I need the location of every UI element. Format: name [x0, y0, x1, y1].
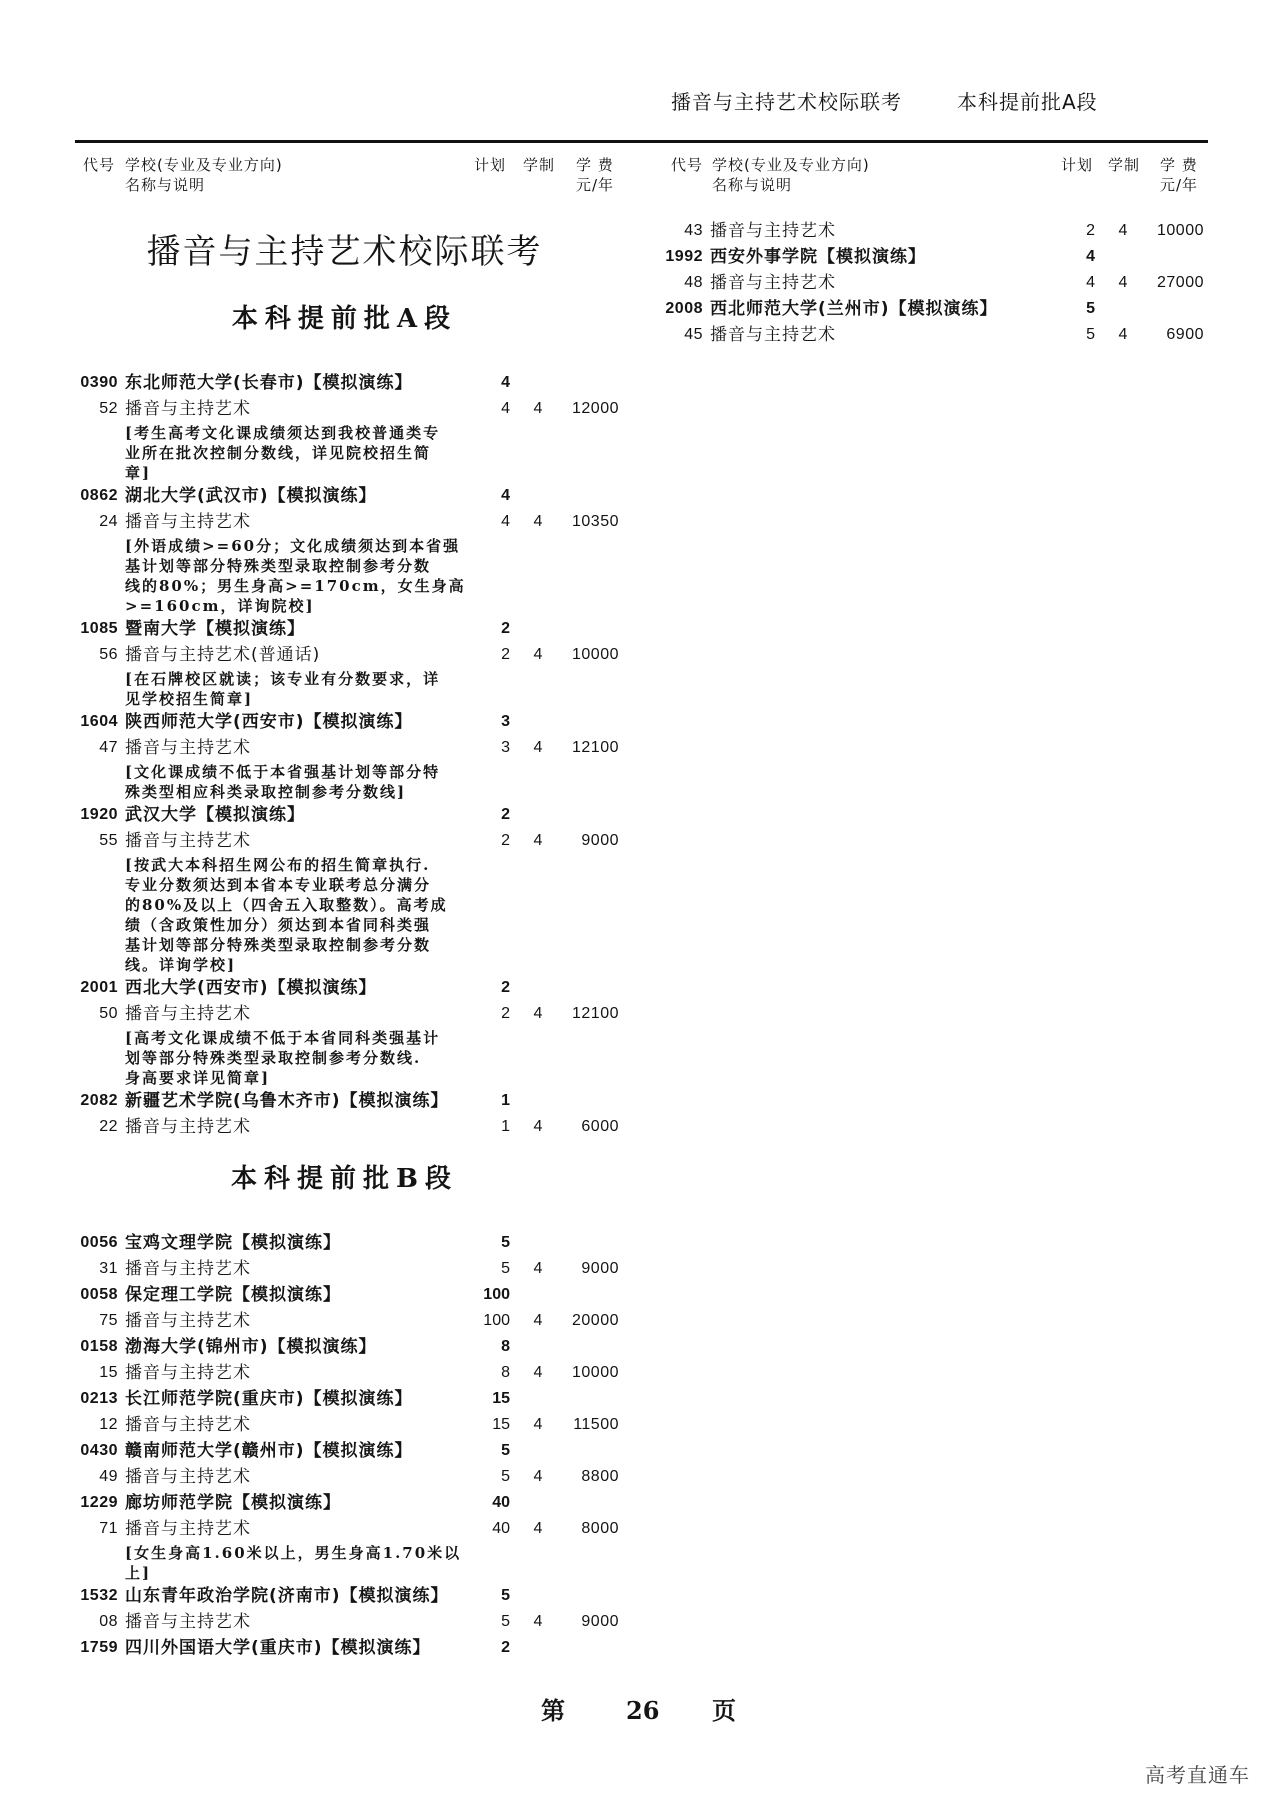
major-years: 4: [533, 739, 543, 756]
section-heading: 本科提前批B段: [231, 1164, 458, 1194]
major-plan: 2: [501, 646, 510, 663]
note-line: 上]: [125, 1564, 152, 1582]
major-row: [70, 828, 619, 854]
note-line: 殊类型相应科类录取控制参考分数线]: [125, 783, 407, 801]
major-row: [70, 1308, 619, 1334]
major-notes: [70, 1027, 619, 1088]
major-years: 4: [533, 646, 543, 663]
school-row: [70, 1230, 619, 1256]
major-row: [70, 396, 619, 422]
school-plan: 4: [1086, 248, 1095, 265]
major-row: [70, 642, 619, 668]
major-years: 4: [533, 1364, 543, 1381]
major-code: 49: [99, 1468, 118, 1485]
school-name: 渤海大学(锦州市)【模拟演练】: [125, 1337, 377, 1357]
school-plan: 5: [501, 1587, 510, 1604]
major-name: 播音与主持艺术: [710, 325, 836, 345]
major-fee: 12100: [572, 739, 619, 756]
school-code: 0213: [80, 1390, 118, 1407]
school-plan: 2: [501, 620, 510, 637]
right-col-head-desc: 名称与说明: [712, 176, 793, 194]
right-column-list: [655, 218, 1204, 348]
major-plan: 5: [501, 1260, 510, 1277]
school-plan: 8: [501, 1338, 510, 1355]
major-years: 4: [1118, 326, 1128, 343]
major-notes: [70, 422, 619, 483]
left-column-list: [70, 280, 619, 1661]
school-row: [70, 1490, 619, 1516]
school-code: 0056: [80, 1234, 118, 1251]
school-name: 四川外国语大学(重庆市)【模拟演练】: [125, 1638, 431, 1658]
major-plan: 8: [501, 1364, 510, 1381]
major-name: 播音与主持艺术: [710, 221, 836, 241]
note-line: 基计划等部分特殊类型录取控制参考分数: [125, 557, 432, 575]
school-code: 1759: [80, 1639, 118, 1656]
page-number: 26: [626, 1696, 660, 1725]
major-code: 22: [99, 1118, 118, 1135]
school-name: 廊坊师范学院【模拟演练】: [125, 1493, 341, 1513]
note-line: [在石牌校区就读；该专业有分数要求，详: [125, 670, 441, 688]
major-fee: 9000: [581, 832, 619, 849]
major-row: [70, 1114, 619, 1140]
left-col-head-fee: 学 费: [576, 156, 614, 174]
major-row: [655, 322, 1204, 348]
major-row: [70, 1609, 619, 1635]
major-name: 播音与主持艺术: [125, 1004, 251, 1024]
major-fee: 9000: [581, 1260, 619, 1277]
major-notes: [70, 761, 619, 802]
school-plan: 5: [1086, 300, 1095, 317]
major-name: 播音与主持艺术: [125, 1363, 251, 1383]
school-name: 西北师范大学(兰州市)【模拟演练】: [710, 299, 998, 319]
note-line: 线。详询学校]: [125, 956, 237, 974]
note-line: 身高要求详见简章]: [125, 1069, 271, 1087]
major-plan: 2: [1086, 222, 1095, 239]
major-name: 播音与主持艺术: [125, 512, 251, 532]
school-row: [70, 1583, 619, 1609]
watermark: 高考直通车: [1145, 1763, 1250, 1787]
major-code: 12: [99, 1416, 118, 1433]
school-name: 宝鸡文理学院【模拟演练】: [125, 1233, 341, 1253]
school-plan: 3: [501, 713, 510, 730]
major-plan: 4: [1086, 274, 1095, 291]
right-col-head-plan: 计划: [1061, 156, 1094, 174]
major-row: [70, 1464, 619, 1490]
major-plan: 5: [1086, 326, 1095, 343]
note-line: 绩（含政策性加分）须达到本省同科类强: [125, 916, 432, 934]
major-years: 4: [533, 832, 543, 849]
school-row: [655, 296, 1204, 322]
major-code: 31: [99, 1260, 118, 1277]
major-years: 4: [533, 1312, 543, 1329]
major-row: [70, 1412, 619, 1438]
major-years: 4: [1118, 222, 1128, 239]
school-row: [70, 975, 619, 1001]
school-code: 1992: [665, 248, 703, 265]
major-years: 4: [533, 513, 543, 530]
school-name: 赣南师范大学(赣州市)【模拟演练】: [125, 1441, 413, 1461]
school-name: 长江师范学院(重庆市)【模拟演练】: [125, 1389, 413, 1409]
school-code: 0158: [80, 1338, 118, 1355]
left-col-head-code: 代号: [83, 156, 116, 174]
major-fee: 10000: [572, 646, 619, 663]
school-code: 0430: [80, 1442, 118, 1459]
major-code: 71: [99, 1520, 118, 1537]
document-title: 播音与主持艺术校际联考: [146, 232, 543, 272]
right-col-head-school: 学校(专业及专业方向): [712, 156, 870, 174]
school-plan: 15: [492, 1390, 510, 1407]
major-notes: [70, 668, 619, 709]
school-name: 武汉大学【模拟演练】: [125, 805, 305, 825]
school-row: [70, 483, 619, 509]
major-name: 播音与主持艺术: [125, 1415, 251, 1435]
school-row: [70, 370, 619, 396]
right-col-head-fee: 学 费: [1160, 156, 1198, 174]
major-notes: [70, 1542, 619, 1583]
major-plan: 4: [501, 513, 510, 530]
major-years: 4: [533, 1613, 543, 1630]
major-years: 4: [533, 1520, 543, 1537]
major-fee: 10000: [572, 1364, 619, 1381]
major-fee: 9000: [581, 1613, 619, 1630]
major-name: 播音与主持艺术: [125, 1467, 251, 1487]
major-plan: 3: [501, 739, 510, 756]
major-name: 播音与主持艺术: [125, 831, 251, 851]
school-code: 1085: [80, 620, 118, 637]
right-col-head-fee-unit: 元/年: [1160, 176, 1199, 194]
major-code: 47: [99, 739, 118, 756]
major-years: 4: [533, 1416, 543, 1433]
major-code: 75: [99, 1312, 118, 1329]
major-years: 4: [533, 1005, 543, 1022]
note-line: [文化课成绩不低于本省强基计划等部分特: [125, 763, 441, 781]
major-name: 播音与主持艺术: [125, 1311, 251, 1331]
major-fee: 6900: [1166, 326, 1204, 343]
note-line: [女生身高1.60米以上，男生身高1.70米以: [125, 1544, 462, 1562]
school-code: 1532: [80, 1587, 118, 1604]
major-fee: 12100: [572, 1005, 619, 1022]
major-years: 4: [533, 1118, 543, 1135]
left-col-head-years: 学制: [523, 156, 556, 174]
major-plan: 2: [501, 832, 510, 849]
major-row: [655, 218, 1204, 244]
major-code: 45: [684, 326, 703, 343]
major-name: 播音与主持艺术: [125, 399, 251, 419]
major-code: 55: [99, 832, 118, 849]
note-line: 见学校招生简章]: [125, 690, 254, 708]
major-code: 24: [99, 513, 118, 530]
school-code: 1920: [80, 806, 118, 823]
note-line: 基计划等部分特殊类型录取控制参考分数: [125, 936, 432, 954]
major-notes: [70, 535, 619, 616]
school-name: 山东青年政治学院(济南市)【模拟演练】: [125, 1586, 449, 1606]
major-plan: 40: [492, 1520, 510, 1537]
school-plan: 100: [483, 1286, 510, 1303]
note-line: [高考文化课成绩不低于本省同科类强基计: [125, 1029, 441, 1047]
school-row: [70, 802, 619, 828]
school-plan: 2: [501, 1639, 510, 1656]
left-col-head-school: 学校(专业及专业方向): [125, 156, 283, 174]
major-fee: 20000: [572, 1312, 619, 1329]
left-col-head-desc: 名称与说明: [125, 176, 206, 194]
school-code: 1604: [80, 713, 118, 730]
note-line: [按武大本科招生网公布的招生简章执行.: [125, 856, 431, 874]
school-row: [70, 1386, 619, 1412]
major-fee: 10000: [1157, 222, 1204, 239]
running-head-title: 播音与主持艺术校际联考: [671, 90, 902, 114]
major-plan: 2: [501, 1005, 510, 1022]
major-row: [70, 1360, 619, 1386]
major-fee: 10350: [572, 513, 619, 530]
major-row: [655, 270, 1204, 296]
school-row: [70, 616, 619, 642]
major-years: 4: [1118, 274, 1128, 291]
school-code: 2008: [665, 300, 703, 317]
major-code: 52: [99, 400, 118, 417]
school-name: 暨南大学【模拟演练】: [125, 619, 305, 639]
major-code: 56: [99, 646, 118, 663]
major-code: 48: [684, 274, 703, 291]
major-fee: 8000: [581, 1520, 619, 1537]
major-years: 4: [533, 1260, 543, 1277]
major-code: 08: [99, 1613, 118, 1630]
page-number-prefix: 第: [541, 1696, 565, 1725]
major-code: 15: [99, 1364, 118, 1381]
school-plan: 2: [501, 806, 510, 823]
major-fee: 12000: [572, 400, 619, 417]
school-plan: 4: [501, 487, 510, 504]
major-plan: 15: [492, 1416, 510, 1433]
major-name: 播音与主持艺术: [710, 273, 836, 293]
school-plan: 5: [501, 1234, 510, 1251]
running-head-batch: 本科提前批A段: [957, 90, 1098, 114]
major-name: 播音与主持艺术: [125, 738, 251, 758]
right-col-head-years: 学制: [1108, 156, 1141, 174]
major-plan: 4: [501, 400, 510, 417]
major-row: [70, 735, 619, 761]
school-plan: 5: [501, 1442, 510, 1459]
major-plan: 1: [501, 1118, 510, 1135]
school-name: 湖北大学(武汉市)【模拟演练】: [125, 486, 377, 506]
school-row: [70, 1635, 619, 1661]
note-line: 的80%及以上（四舍五入取整数）。高考成: [125, 896, 448, 914]
major-years: 4: [533, 400, 543, 417]
school-code: 1229: [80, 1494, 118, 1511]
major-code: 43: [684, 222, 703, 239]
note-line: 章]: [125, 464, 152, 482]
school-name: 西安外事学院【模拟演练】: [710, 247, 926, 267]
school-name: 保定理工学院【模拟演练】: [125, 1285, 341, 1305]
note-line: [外语成绩>=60分；文化成绩须达到本省强: [125, 537, 461, 555]
school-name: 西北大学(西安市)【模拟演练】: [125, 978, 377, 998]
left-col-head-fee-unit: 元/年: [576, 176, 615, 194]
major-fee: 27000: [1157, 274, 1204, 291]
school-name: 新疆艺术学院(乌鲁木齐市)【模拟演练】: [125, 1091, 449, 1111]
major-name: 播音与主持艺术(普通话): [125, 645, 321, 665]
major-plan: 100: [483, 1312, 510, 1329]
note-line: 专业分数须达到本省本专业联考总分满分: [125, 876, 432, 894]
note-line: 划等部分特殊类型录取控制参考分数线.: [125, 1049, 422, 1067]
school-plan: 1: [501, 1092, 510, 1109]
major-name: 播音与主持艺术: [125, 1117, 251, 1137]
major-plan: 5: [501, 1613, 510, 1630]
header-rule: [75, 140, 1208, 143]
school-code: 2082: [80, 1092, 118, 1109]
major-fee: 6000: [581, 1118, 619, 1135]
school-code: 0058: [80, 1286, 118, 1303]
major-notes: [70, 854, 619, 975]
section-heading: 本科提前批A段: [231, 304, 458, 334]
note-line: 业所在批次控制分数线，详见院校招生简: [125, 444, 432, 462]
page-number-suffix: 页: [712, 1696, 736, 1725]
school-row: [70, 1438, 619, 1464]
note-line: 线的80%；男生身高>=170cm，女生身高: [125, 577, 466, 595]
school-row: [655, 244, 1204, 270]
school-row: [70, 1334, 619, 1360]
school-code: 0862: [80, 487, 118, 504]
major-name: 播音与主持艺术: [125, 1259, 251, 1279]
school-plan: 2: [501, 979, 510, 996]
major-row: [70, 1516, 619, 1542]
school-code: 0390: [80, 374, 118, 391]
school-plan: 4: [501, 374, 510, 391]
major-years: 4: [533, 1468, 543, 1485]
school-row: [70, 709, 619, 735]
school-row: [70, 1088, 619, 1114]
major-name: 播音与主持艺术: [125, 1519, 251, 1539]
school-name: 陕西师范大学(西安市)【模拟演练】: [125, 712, 413, 732]
school-plan: 40: [492, 1494, 510, 1511]
school-name: 东北师范大学(长春市)【模拟演练】: [125, 373, 413, 393]
major-fee: 8800: [581, 1468, 619, 1485]
major-row: [70, 509, 619, 535]
major-name: 播音与主持艺术: [125, 1612, 251, 1632]
note-line: >=160cm，详询院校]: [125, 597, 315, 615]
school-row: [70, 1282, 619, 1308]
right-col-head-code: 代号: [671, 156, 704, 174]
major-row: [70, 1256, 619, 1282]
school-code: 2001: [80, 979, 118, 996]
major-code: 50: [99, 1005, 118, 1022]
major-fee: 11500: [573, 1416, 619, 1433]
major-row: [70, 1001, 619, 1027]
note-line: [考生高考文化课成绩须达到我校普通类专: [125, 424, 441, 442]
left-col-head-plan: 计划: [474, 156, 507, 174]
major-plan: 5: [501, 1468, 510, 1485]
